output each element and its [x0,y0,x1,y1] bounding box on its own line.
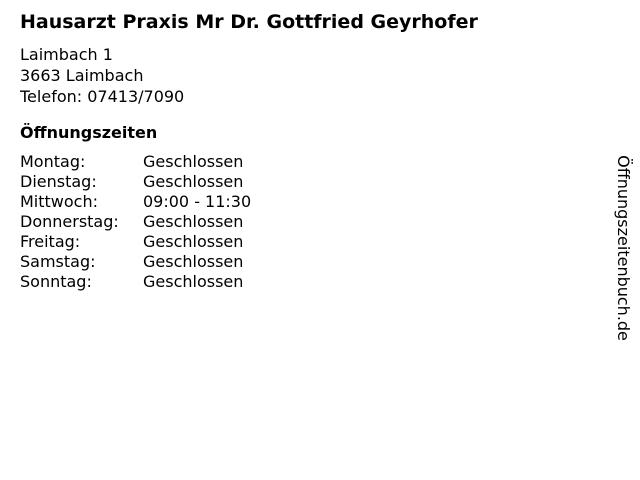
day-label: Mittwoch: [20,192,98,211]
time-value: Geschlossen [143,212,244,231]
city-postal: 3663 Laimbach [20,66,144,85]
time-value: 09:00 - 11:30 [143,192,252,211]
time-value: Geschlossen [143,152,244,171]
opening-hours-heading: Öffnungszeiten [20,123,158,142]
time-value: Geschlossen [143,172,244,191]
day-label: Donnerstag: [20,212,119,231]
day-label: Sonntag: [20,272,92,291]
hours-row-saturday [20,252,580,272]
phone-number: Telefon: 07413/7090 [20,87,185,106]
hours-row-wednesday [20,192,580,212]
practice-card [20,10,580,292]
time-value: Geschlossen [143,252,244,271]
day-label: Montag: [20,152,86,171]
hours-row-monday [20,152,580,172]
address-block [20,44,580,107]
hours-row-tuesday [20,172,580,192]
site-watermark: Öffnungszeitenbuch.de [614,155,633,341]
opening-hours-table [20,152,580,292]
day-label: Dienstag: [20,172,97,191]
practice-name: Hausarzt Praxis Mr Dr. Gottfried Geyrhofer [20,11,478,33]
time-value: Geschlossen [143,232,244,251]
time-value: Geschlossen [143,272,244,291]
day-label: Samstag: [20,252,96,271]
day-label: Freitag: [20,232,81,251]
hours-row-thursday [20,212,580,232]
hours-row-friday [20,232,580,252]
street-address: Laimbach 1 [20,45,113,64]
hours-row-sunday [20,272,580,292]
